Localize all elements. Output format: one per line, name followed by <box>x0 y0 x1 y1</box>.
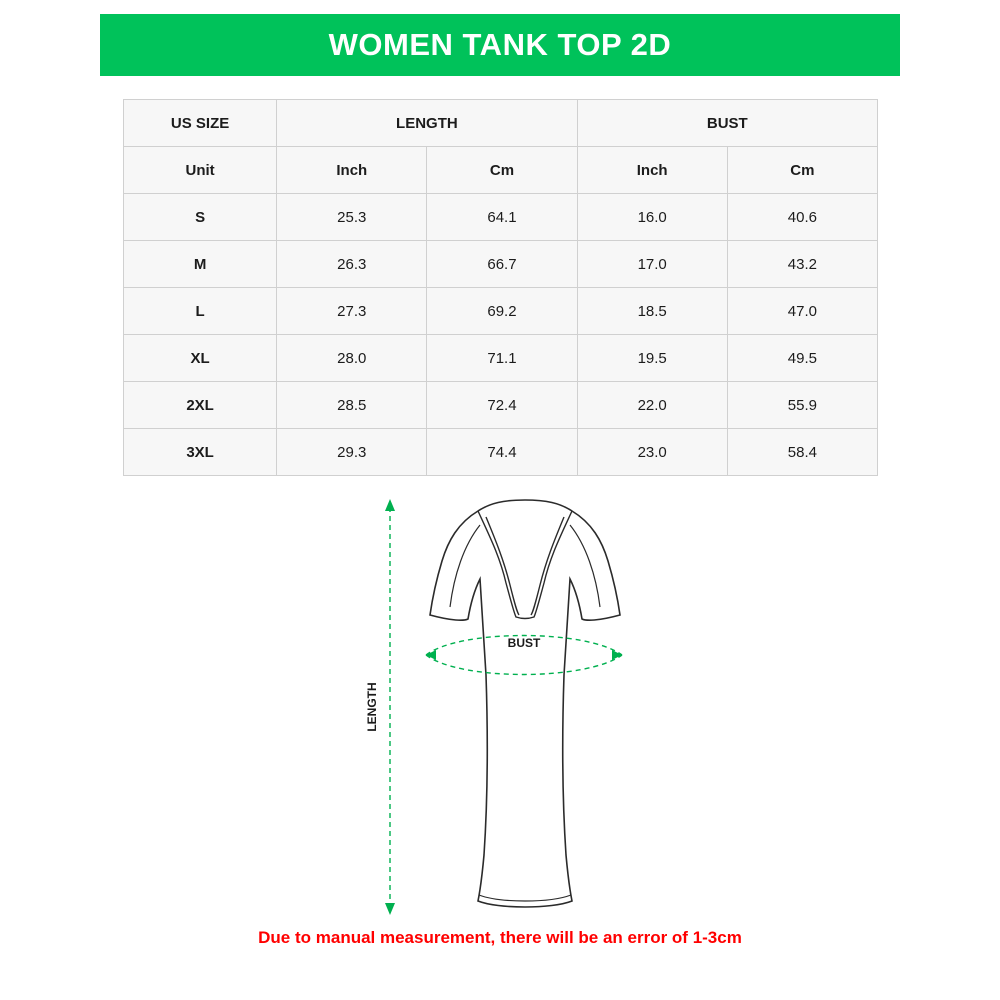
page-title: WOMEN TANK TOP 2D <box>328 27 672 62</box>
header-us-size: US SIZE <box>124 100 277 147</box>
row-size: 2XL <box>124 382 277 429</box>
row-length-cm: 64.1 <box>427 194 577 241</box>
bust-label: BUST <box>507 636 541 650</box>
length-label: LENGTH <box>365 682 379 732</box>
header-bust: BUST <box>577 100 877 147</box>
row-length-cm: 69.2 <box>427 288 577 335</box>
row-bust-inch: 17.0 <box>577 241 727 288</box>
row-bust-inch: 19.5 <box>577 335 727 382</box>
row-bust-cm: 55.9 <box>727 382 877 429</box>
header-banner <box>100 14 900 76</box>
row-bust-cm: 58.4 <box>727 429 877 476</box>
unit-bust-inch: Inch <box>577 147 727 194</box>
table-row <box>124 194 878 241</box>
measurement-disclaimer: Due to manual measurement, there will be an error of 1-3cm <box>258 928 742 947</box>
unit-label: Unit <box>124 147 277 194</box>
row-bust-cm: 43.2 <box>727 241 877 288</box>
row-length-cm: 72.4 <box>427 382 577 429</box>
row-size: S <box>124 194 277 241</box>
row-bust-cm: 47.0 <box>727 288 877 335</box>
row-size: 3XL <box>124 429 277 476</box>
row-length-cm: 74.4 <box>427 429 577 476</box>
row-length-inch: 29.3 <box>277 429 427 476</box>
row-length-inch: 25.3 <box>277 194 427 241</box>
row-bust-inch: 23.0 <box>577 429 727 476</box>
unit-bust-cm: Cm <box>727 147 877 194</box>
row-size: M <box>124 241 277 288</box>
tank-top-outline <box>430 500 620 907</box>
table-row <box>124 241 878 288</box>
row-size: XL <box>124 335 277 382</box>
table-header-row <box>124 100 878 147</box>
table-unit-row <box>124 147 878 194</box>
table-row <box>124 288 878 335</box>
size-chart-table <box>123 99 878 476</box>
row-length-cm: 71.1 <box>427 335 577 382</box>
garment-diagram <box>340 495 680 925</box>
unit-length-inch: Inch <box>277 147 427 194</box>
row-bust-inch: 22.0 <box>577 382 727 429</box>
row-length-inch: 26.3 <box>277 241 427 288</box>
row-length-cm: 66.7 <box>427 241 577 288</box>
length-measure-guide <box>385 499 395 915</box>
unit-length-cm: Cm <box>427 147 577 194</box>
row-bust-inch: 16.0 <box>577 194 727 241</box>
row-length-inch: 28.5 <box>277 382 427 429</box>
row-bust-cm: 40.6 <box>727 194 877 241</box>
row-bust-cm: 49.5 <box>727 335 877 382</box>
row-length-inch: 27.3 <box>277 288 427 335</box>
table-row <box>124 429 878 476</box>
row-size: L <box>124 288 277 335</box>
table-row <box>124 382 878 429</box>
row-bust-inch: 18.5 <box>577 288 727 335</box>
row-length-inch: 28.0 <box>277 335 427 382</box>
header-length: LENGTH <box>277 100 577 147</box>
table-row <box>124 335 878 382</box>
